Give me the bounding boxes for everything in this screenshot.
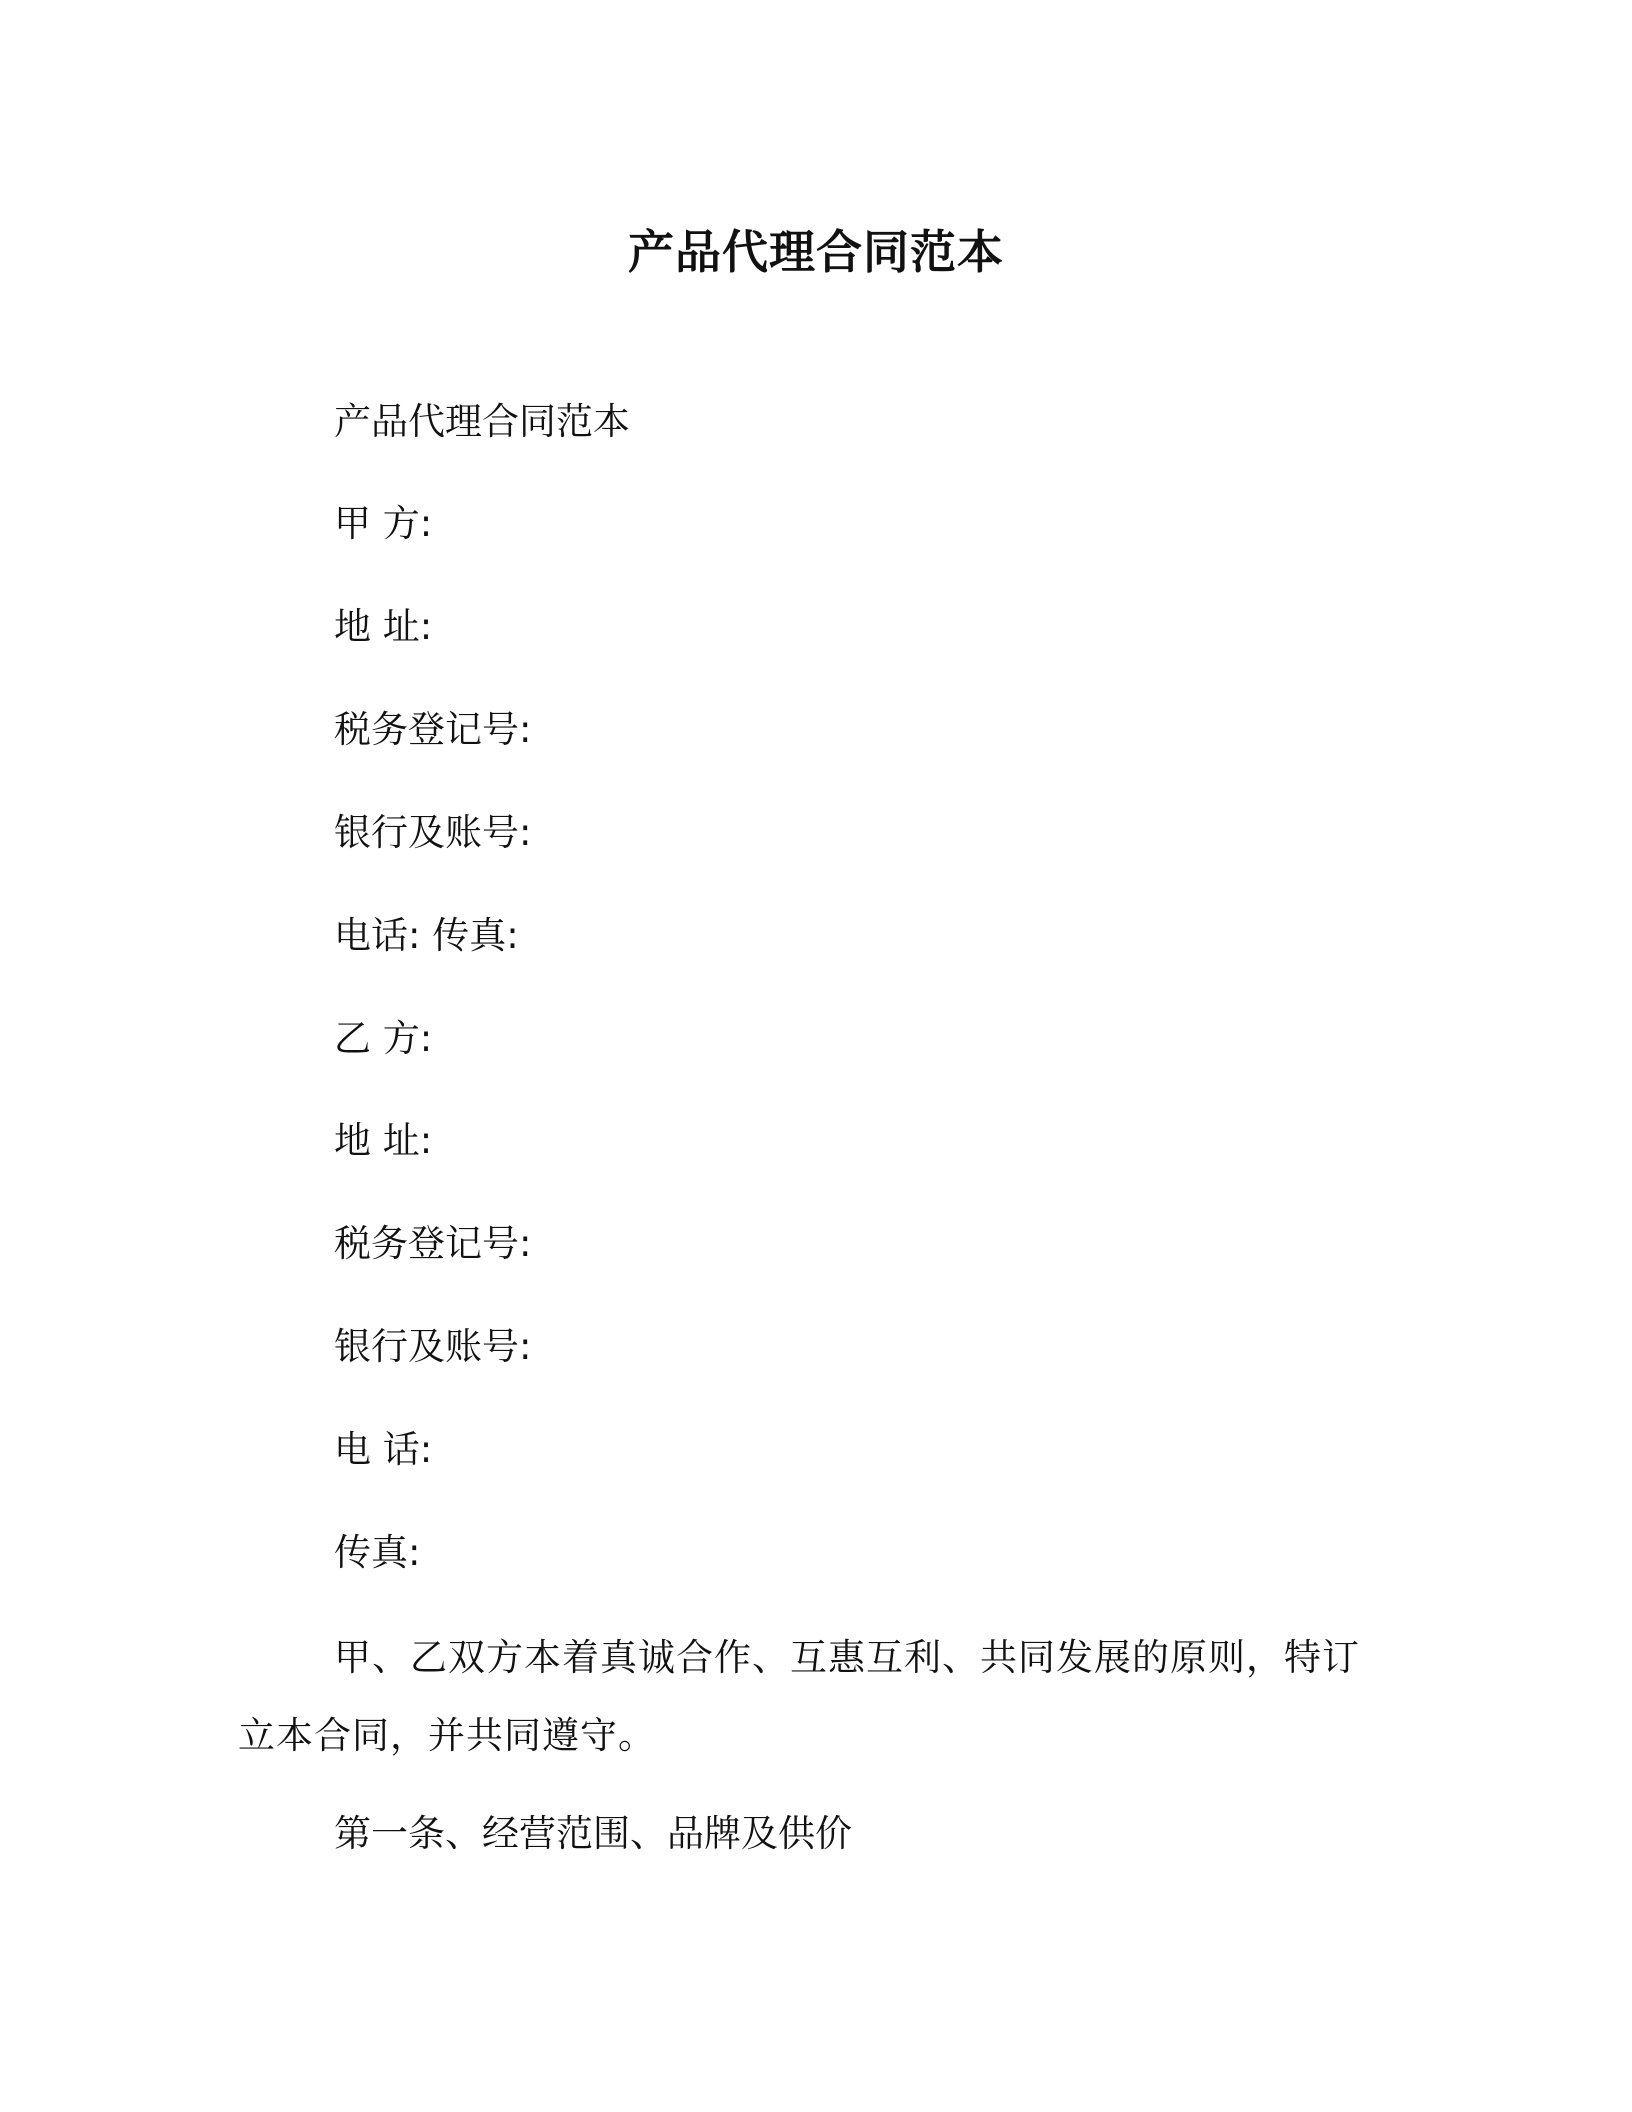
party-a-tax-label: 税务登记号:	[334, 708, 532, 751]
party-b-address-label: 地 址:	[334, 1119, 433, 1162]
document-subtitle: 产品代理合同范本	[334, 400, 630, 443]
party-b-phone-label: 电 话:	[334, 1428, 433, 1471]
party-b-bank-label: 银行及账号:	[334, 1325, 532, 1368]
party-a-name-label: 甲 方:	[334, 502, 433, 545]
intro-paragraph: 甲、乙双方本着真诚合作、互惠互利、共同发展的原则，特订立本合同，并共同遵守。	[238, 1636, 1360, 1757]
article-1-heading: 第一条、经营范围、品牌及供价	[334, 1812, 852, 1855]
party-b-tax-label: 税务登记号:	[334, 1222, 532, 1265]
party-b-fax-label: 传真:	[334, 1531, 421, 1574]
party-a-address-label: 地 址:	[334, 605, 433, 648]
party-b-name-label: 乙 方:	[334, 1017, 433, 1060]
party-a-bank-label: 银行及账号:	[334, 811, 532, 854]
document-title: 产品代理合同范本	[628, 225, 1004, 279]
party-a-phone-fax-label: 电话: 传真:	[334, 914, 519, 957]
